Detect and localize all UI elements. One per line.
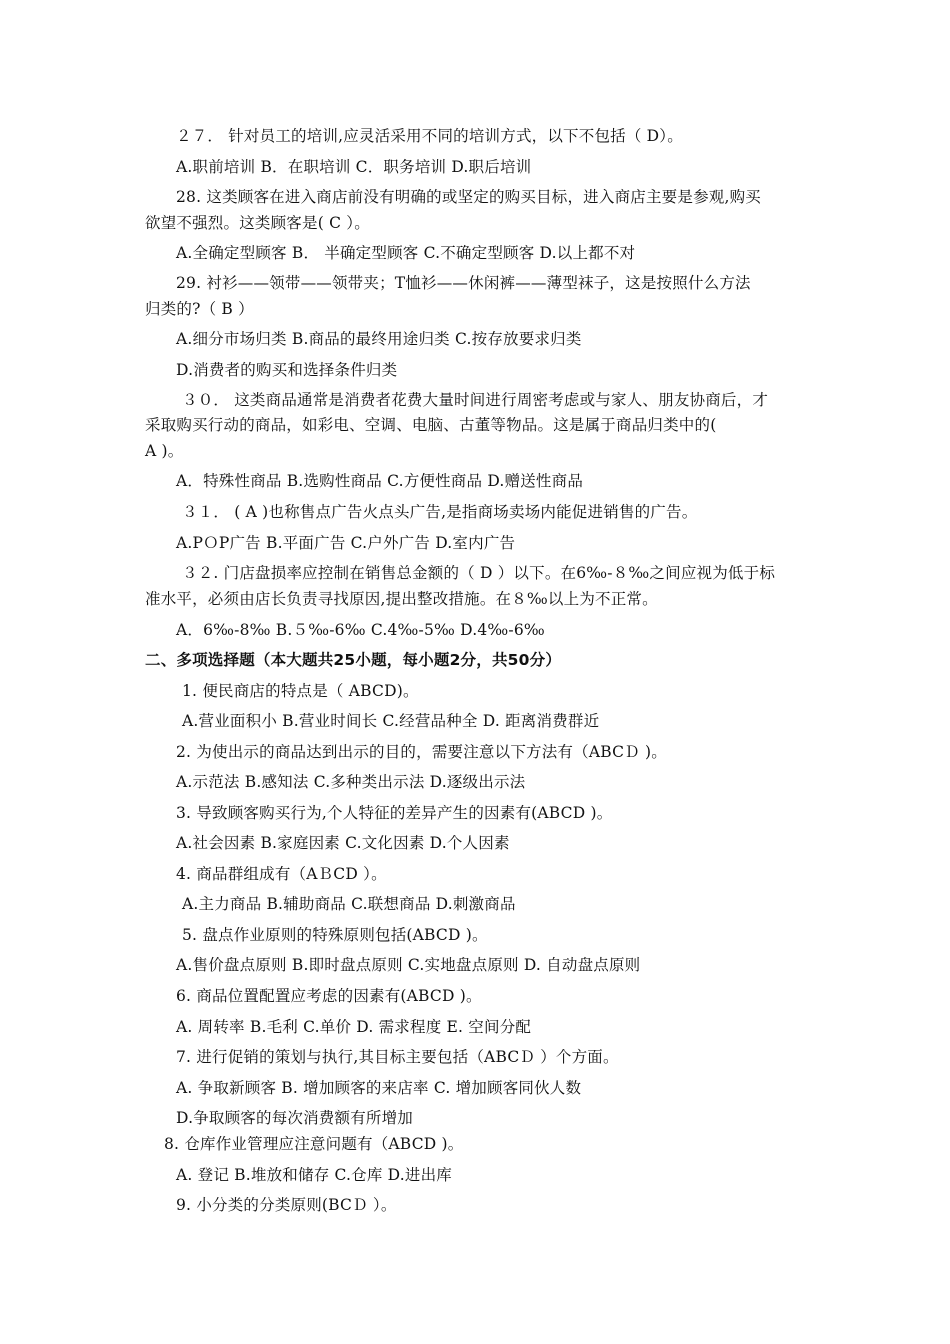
question-29-line-2: 归类的?（ B ） [145, 300, 254, 318]
question-28-line-1: 28. 这类顾客在进入商店前没有明确的或坚定的购买目标，进入商店主要是参观,购买 [176, 188, 762, 206]
question-27: ２７． 针对员工的培训,应灵活采用不同的培训方式，以下不包括（ D）。 [176, 127, 683, 145]
options-29-line-2: D.消费者的购买和选择条件归类 [176, 361, 398, 379]
section-heading: 二、多项选择题（本大题共25小题，每小题2分，共50分） [145, 651, 562, 669]
options-27: A.职前培训 B．在职培训 C．职务培训 D.职后培训 [176, 158, 532, 176]
mc-options-7-line-1: A. 争取新顾客 B. 增加顾客的来店率 C. 增加顾客同伙人数 [176, 1079, 582, 1097]
options-31: A.PＯP广告 B.平面广告 C.户外广告 D.室内广告 [176, 534, 516, 552]
mc-options-5: A.售价盘点原则 B.即时盘点原则 C.实地盘点原则 D. 自动盘点原则 [176, 956, 641, 974]
question-32-line-2: 准水平，必须由店长负责寻找原因,提出整改措施。在８‰以上为不正常。 [145, 590, 658, 608]
mc-question-8: 8. 仓库作业管理应注意问题有（ABCD )。 [164, 1135, 464, 1153]
question-31: ３１． ( A )也称售点广告火点头广告,是指商场卖场内能促进销售的广告。 [182, 503, 698, 521]
question-28-line-2: 欲望不强烈。这类顾客是( C ）。 [145, 214, 370, 232]
mc-options-3: A.社会因素 B.家庭因素 C.文化因素 D.个人因素 [176, 834, 510, 852]
mc-options-2: A.示范法 B.感知法 C.多种类出示法 D.逐级出示法 [176, 773, 526, 791]
question-30-line-2: 采取购买行动的商品，如彩电、空调、电脑、古董等物品。这是属于商品归类中的( [145, 416, 717, 434]
mc-question-9: 9. 小分类的分类原则(BCＤ ）。 [176, 1196, 397, 1214]
mc-options-4: A.主力商品 B.辅助商品 C.联想商品 D.刺激商品 [182, 895, 516, 913]
options-30: A．特殊性商品 B.选购性商品 C.方便性商品 D.赠送性商品 [176, 472, 584, 490]
question-30-line-3: A )。 [145, 442, 184, 460]
mc-question-7: 7. 进行促销的策划与执行,其目标主要包括（ABCＤ ）个方面。 [176, 1048, 619, 1066]
mc-question-1: 1. 便民商店的特点是（ ABCD)。 [182, 682, 419, 700]
options-32: A．6‰-8‰ B.５‰-6‰ C.4‰-5‰ D.4‰-6‰ [176, 621, 545, 639]
mc-options-7-line-2: D.争取顾客的每次消费额有所增加 [176, 1109, 414, 1127]
options-28: A.全确定型顾客 B． 半确定型顾客 C.不确定型顾客 D.以上都不对 [176, 244, 636, 262]
question-30-line-1: ３０． 这类商品通常是消费者花费大量时间进行周密考虑或与家人、朋友协商后，才 [182, 391, 769, 409]
mc-question-4: 4. 商品群组成有（AＢCD ）。 [176, 865, 387, 883]
mc-question-6: 6. 商品位置配置应考虑的因素有(ABCD )。 [176, 987, 482, 1005]
mc-question-3: 3. 导致顾客购买行为,个人特征的差异产生的因素有(ABCD )。 [176, 804, 613, 822]
mc-options-1: A.营业面积小 B.营业时间长 C.经营品种全 D. 距离消费群近 [182, 712, 600, 730]
mc-options-8: A. 登记 B.堆放和储存 C.仓库 D.进出库 [176, 1166, 452, 1184]
question-32-line-1: ３２. 门店盘损率应控制在销售总金额的（ D ）以下。在6‰-８‰之间应视为低于标 [182, 564, 776, 582]
options-29-line-1: A.细分市场归类 B.商品的最终用途归类 C.按存放要求归类 [176, 330, 582, 348]
mc-question-2: 2. 为使出示的商品达到出示的目的，需要注意以下方法有（ABCＤ )。 [176, 743, 667, 761]
question-29-line-1: 29. 衬衫——领带——领带夹；T恤衫——休闲裤——薄型袜子，这是按照什么方法 [176, 274, 751, 292]
mc-options-6: A. 周转率 B.毛利 C.单价 D. 需求程度 E. 空间分配 [176, 1018, 532, 1036]
mc-question-5: 5. 盘点作业原则的特殊原则包括(ABCD )。 [182, 926, 488, 944]
